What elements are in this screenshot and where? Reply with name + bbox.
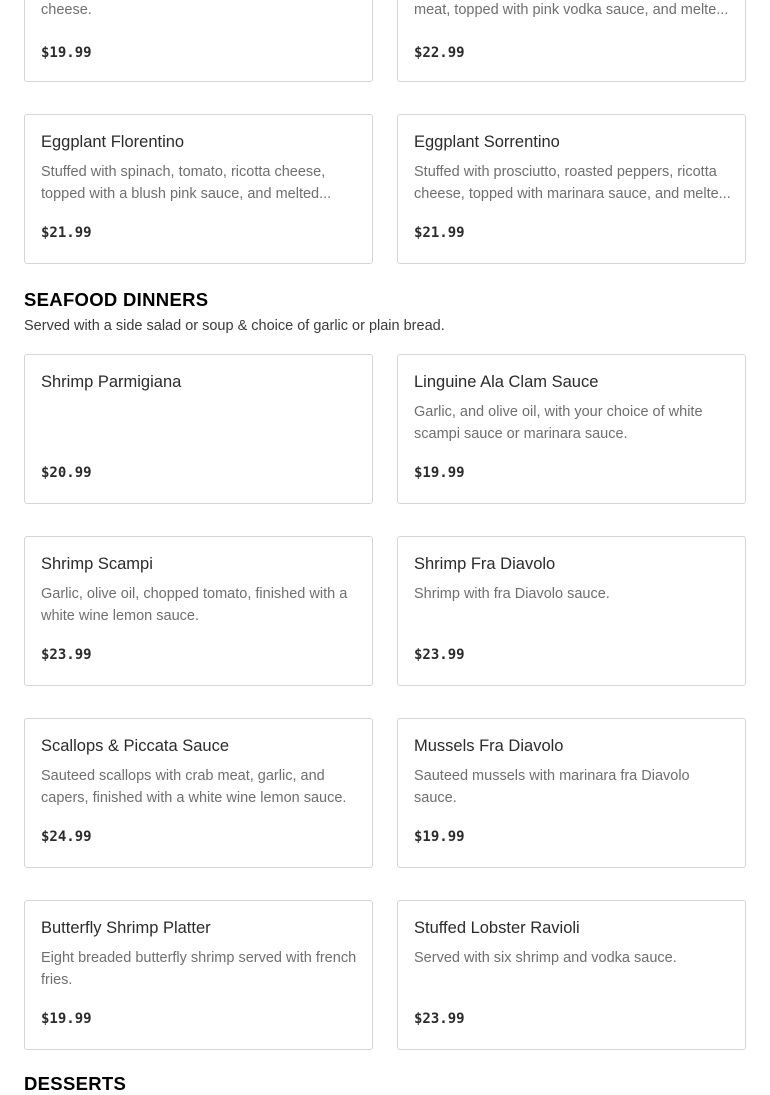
menu-item-card[interactable]	[24, 718, 373, 868]
menu-item-card[interactable]	[397, 354, 746, 504]
menu-item-description: cheese.	[41, 2, 92, 18]
menu-item-description: meat, topped with pink vodka sauce, and melte...	[414, 2, 729, 18]
menu-item-card[interactable]	[397, 536, 746, 686]
menu-item-price: $21.99	[414, 225, 465, 241]
menu-item-name: Shrimp Scampi	[41, 555, 153, 573]
menu-item-card[interactable]	[24, 0, 373, 82]
menu-item-card[interactable]	[24, 536, 373, 686]
menu-item-card[interactable]	[24, 114, 373, 264]
menu-item-price: $21.99	[41, 225, 92, 241]
menu-item-card[interactable]	[397, 900, 746, 1050]
menu-item-name: Eggplant Sorrentino	[414, 133, 560, 151]
section-subtitle-seafood: Served with a side salad or soup & choice of garlic or plain bread.	[24, 318, 445, 334]
menu-item-description: Served with six shrimp and vodka sauce.	[414, 950, 677, 966]
menu-item-card[interactable]	[24, 900, 373, 1050]
menu-item-price: $19.99	[41, 1011, 92, 1027]
menu-item-price: $24.99	[41, 829, 92, 845]
menu-item-name: Shrimp Fra Diavolo	[414, 555, 556, 573]
menu-item-description: Sauteed scallops with crab meat, garlic, and capers, finished with a white wine lemon sauce.	[41, 768, 347, 806]
menu-item-card[interactable]	[397, 0, 746, 82]
menu-item-price: $22.99	[414, 45, 465, 61]
menu-item-description: Shrimp with fra Diavolo sauce.	[414, 586, 610, 602]
menu-item-card[interactable]	[397, 114, 746, 264]
section-title-desserts: DESSERTS	[24, 1073, 127, 1094]
menu-item-card[interactable]	[24, 354, 373, 504]
menu-item-price: $23.99	[414, 647, 465, 663]
menu-item-name: Stuffed Lobster Ravioli	[414, 919, 580, 937]
menu-item-price: $23.99	[41, 647, 92, 663]
section-title-seafood: SEAFOOD DINNERS	[24, 289, 209, 310]
menu-item-name: Eggplant Florentino	[41, 133, 185, 151]
menu-item-description: Stuffed with prosciutto, roasted peppers, ricotta cheese, topped with marinara sauce, and melte...	[414, 164, 731, 202]
menu-item-name: Linguine Ala Clam Sauce	[414, 373, 599, 391]
menu-item-name: Scallops & Piccata Sauce	[41, 737, 230, 755]
menu-item-name: Mussels Fra Diavolo	[414, 737, 564, 755]
menu-item-price: $23.99	[414, 1011, 465, 1027]
menu-item-description: Stuffed with spinach, tomato, ricotta cheese, topped with a blush pink sauce, and melted...	[41, 164, 332, 202]
menu-item-description: Sauteed mussels with marinara fra Diavolo sauce.	[414, 768, 690, 806]
menu-item-price: $20.99	[41, 465, 92, 481]
menu-item-description: Garlic, olive oil, chopped tomato, finished with a white wine lemon sauce.	[41, 586, 348, 624]
menu-item-name: Shrimp Parmigiana	[41, 373, 182, 391]
menu-item-card[interactable]	[397, 718, 746, 868]
menu-item-price: $19.99	[414, 465, 465, 481]
menu-item-name: Butterfly Shrimp Platter	[41, 919, 211, 937]
menu-item-price: $19.99	[414, 829, 465, 845]
menu-item-price: $19.99	[41, 45, 92, 61]
menu-item-description: Eight breaded butterfly shrimp served with french fries.	[41, 950, 357, 988]
menu-item-description: Garlic, and olive oil, with your choice of white scampi sauce or marinara sauce.	[414, 404, 703, 442]
